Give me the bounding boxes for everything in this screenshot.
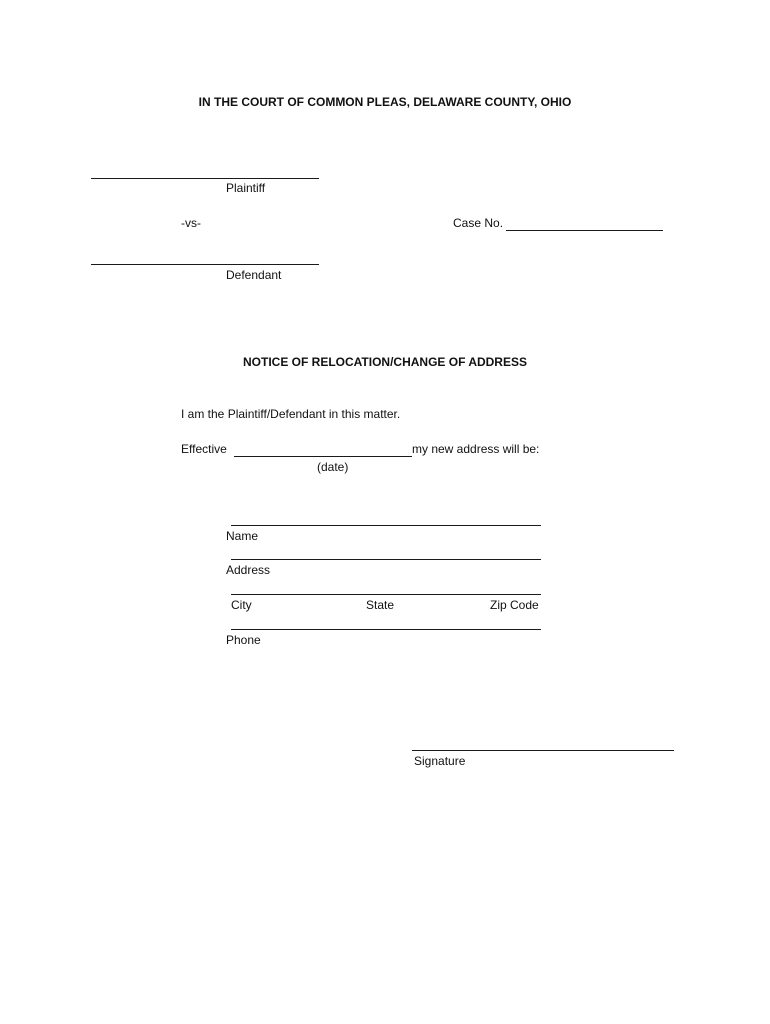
zip-code-label: Zip Code (490, 598, 539, 612)
defendant-label: Defendant (226, 268, 282, 282)
name-label: Name (226, 529, 259, 543)
new-address-text: my new address will be: (412, 442, 540, 456)
phone-label: Phone (226, 633, 261, 647)
state-label: State (366, 598, 395, 612)
case-no-line[interactable] (506, 230, 663, 231)
effective-date-line[interactable] (234, 456, 412, 457)
plaintiff-name-line[interactable] (91, 178, 319, 179)
notice-title: NOTICE OF RELOCATION/CHANGE OF ADDRESS (242, 355, 527, 369)
city-label: City (231, 598, 252, 612)
address-label: Address (226, 563, 271, 577)
effective-label: Effective (181, 442, 227, 456)
plaintiff-label: Plaintiff (226, 181, 266, 195)
address-line[interactable] (231, 559, 541, 560)
party-statement: I am the Plaintiff/Defendant in this matter. (181, 407, 401, 421)
defendant-name-line[interactable] (91, 264, 319, 265)
phone-line[interactable] (231, 629, 541, 630)
signature-line[interactable] (412, 750, 674, 751)
date-caption: (date) (317, 460, 349, 474)
signature-label: Signature (414, 754, 466, 768)
name-line[interactable] (231, 525, 541, 526)
versus-label: -vs- (181, 216, 201, 230)
court-heading: IN THE COURT OF COMMON PLEAS, DELAWARE COUNTY, OHIO (198, 95, 572, 109)
city-state-zip-line[interactable] (231, 594, 541, 595)
case-no-label: Case No. (453, 216, 504, 230)
